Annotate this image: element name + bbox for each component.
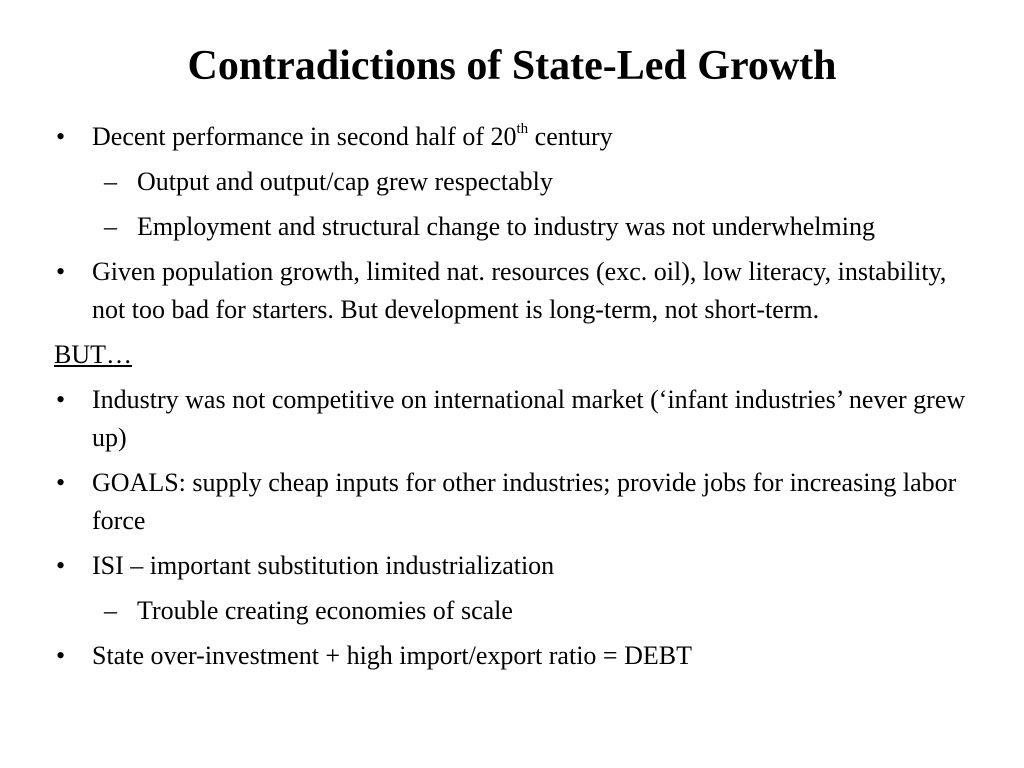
bullet-text: ISI – important substitution industrialization [92,551,555,580]
bullet-item [54,253,974,329]
bullet-text [92,122,613,151]
bullet-item [54,547,974,585]
bullet-text-part: century [528,122,613,151]
bullet-text: State over-investment + high import/export ratio = DEBT [92,641,692,670]
bullet-marker: • [56,468,66,497]
bullet-marker: • [56,551,66,580]
bullet-item [54,118,974,156]
sub-bullet-item [54,592,974,630]
sub-bullet-text: Trouble creating economies of scale [137,596,513,625]
bullet-marker: • [56,257,66,286]
bullet-text: Given population growth, limited nat. resources (exc. oil), low literacy, instability, not too bad for starters. But development is long-term, not short-term. [92,257,947,324]
dash-marker: – [104,212,117,241]
superscript-th: th [516,121,529,138]
sub-bullet-item [54,208,974,246]
bullet-text-part: Decent performance in second half of 20 [92,122,517,151]
bullet-item [54,464,974,540]
slide-title: Contradictions of State-Led Growth [187,43,837,89]
bullet-item [54,381,974,457]
bullet-item [54,637,974,675]
dash-marker: – [104,167,117,196]
slide-body [54,118,974,675]
bullet-text: GOALS: supply cheap inputs for other industries; provide jobs for increasing labor force [92,468,957,535]
section-label [54,336,974,374]
dash-marker: – [104,596,117,625]
bullet-marker: • [56,122,66,151]
sub-bullet-text: Employment and structural change to industry was not underwhelming [137,212,875,241]
sub-bullet-text: Output and output/cap grew respectably [137,167,553,196]
but-label: BUT… [54,340,132,369]
bullet-marker: • [56,385,66,414]
bullet-text: Industry was not competitive on international market (‘infant industries’ never grew up) [92,385,966,452]
bullet-marker: • [56,641,66,670]
sub-bullet-item [54,163,974,201]
